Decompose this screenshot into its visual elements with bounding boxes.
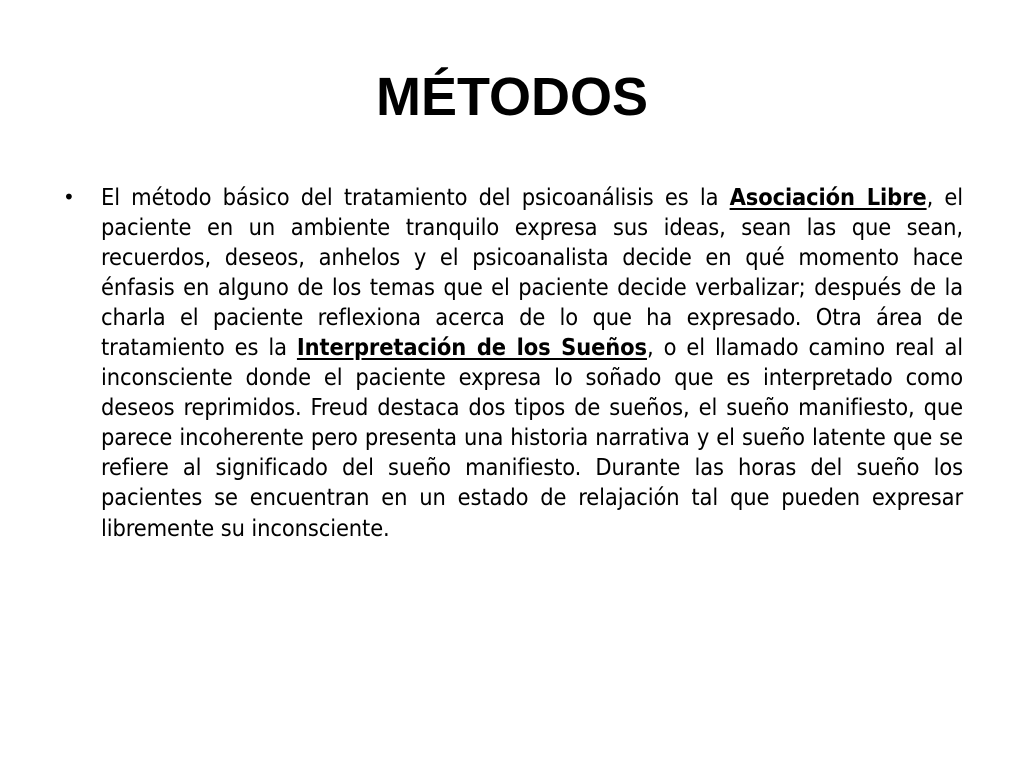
term-interpretacion-suenos: Interpretación de los Sueños [296,333,647,362]
paragraph-text-1: El método básico del tratamiento del psicoanálisis es la [101,183,730,211]
bullet-icon: • [63,185,75,209]
paragraph-text-3: , o el llamado camino real al inconsciente donde el paciente expresa lo soñado que es interpretado como deseos reprimidos. Freud destaca dos tipos de sueños, el sueño manifiesto, que parece incoherente pero presenta una historia narrativa y el sueño latente que se refiere al significado del sueño manifiesto. Durante las horas del sueño los pacientes se encuentran en un estado de relajación tal que pueden expresar libremente su inconsciente. [101,333,963,542]
term-asociacion-libre: Asociación Libre [729,183,927,211]
paragraph-text-2: , el paciente en un ambiente tranquilo expresa sus ideas, sean las que sean, recuerdos, deseos, anhelos y el psicoanalista decide en qué momento hace énfasis en alguno de los temas que el paciente decide verbalizar; después de la charla el paciente reflexiona acerca de lo que ha expresado. Otra área de tratamiento es la [101,183,963,362]
bullet-paragraph [101,182,963,543]
slide-title: MÉTODOS [375,67,649,127]
